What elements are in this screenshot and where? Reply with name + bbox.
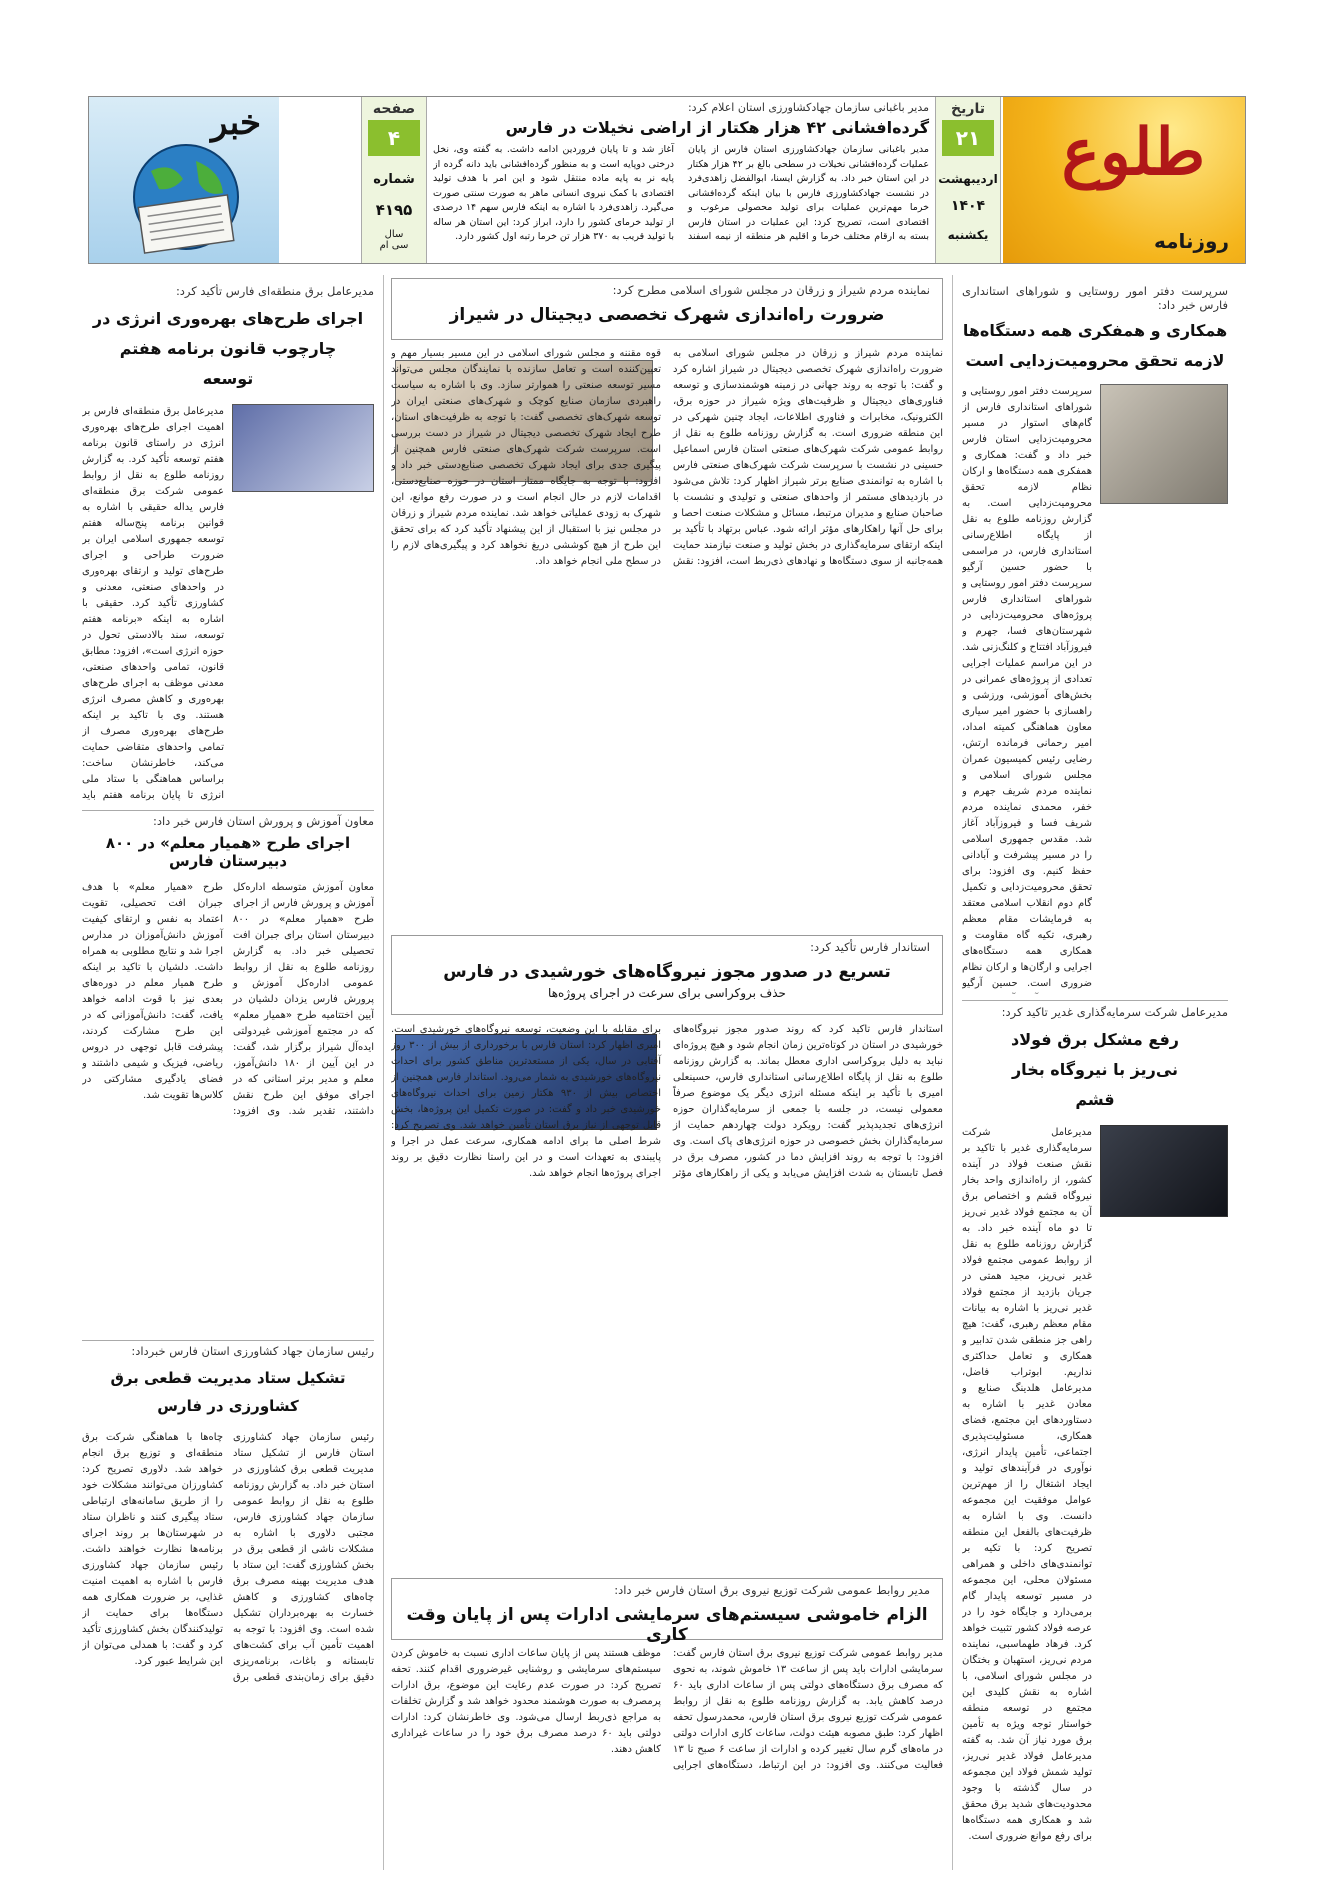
article-photo	[1100, 1125, 1228, 1217]
page-issue-block	[361, 97, 427, 263]
newspaper-logo	[1003, 97, 1245, 263]
date-month: اردیبهشت	[938, 172, 998, 186]
date-label: تاریخ	[951, 101, 985, 117]
date-weekday: یکشنبه	[947, 228, 989, 242]
article-kicker: مدیرعامل برق منطقه‌ای فارس تأکید کرد:	[175, 284, 374, 298]
article-body: معاون آموزش متوسطه اداره‌کل آموزش و پرورش فارس از اجرای طرح «همیار معلم» در ۸۰۰ دبیرستان استان برای جبران افت تحصیلی خبر داد. به گزارش روزنامه طلوع به نقل از روابط عمومی اداره‌کل آموزش و پرورش فارس یزدان دلشیان در آیین اختتامیه طرح «همیار معلم» که در مجتمع آموزشی غیردولتی ایده‌آل شیراز برگزار شد، گفت: در این آیین از ۱۸۰ دانش‌آموز، معلم و مدیر برتر استانی که در اجرای موفق این طرح نقش داشتند، تقدیر شد. وی افزود: طرح «همیار معلم» با هدف جبران افت تحصیلی، تقویت اعتماد به نفس و ارتقای کیفیت آموزش دانش‌آموزان در مدارس اجرا شد و نتایج مطلوبی به همراه داشت. دلشیان با تاکید بر اینکه طرح همیار معلم در دوره‌های بعدی نیز با قوت ادامه خواهد یافت، گفت: دانش‌آموزانی که در این طرح مشارکت کردند، پیشرفت قابل توجهی در دروس ریاضی، فیزیک و شیمی داشتند و فضای یادگیری مشارکتی در کلاس‌ها تقویت شد.	[82, 882, 374, 1117]
article-photo	[232, 404, 374, 492]
article-body: استاندار فارس تاکید کرد که روند صدور مجوز نیروگاه‌های خورشیدی در استان در کوتاه‌ترین زمان انجام شود و هیچ پروژه‌ای نباید به دلیل بروکراسی اداری معطل بماند. به گزارش روزنامه طلوع به نقل از پایگاه اطلاع‌رسانی استانداری فارس، حسینعلی امیری با تأکید بر اینکه مسئله انرژی دیگر یک موضوع صرفاً معمولی نیست، در جلسه با جمعی از سرمایه‌گذاران حوزه انرژی‌های تجدیدپذیر گفت: رویکرد دولت چهاردهم حمایت از سرمایه‌گذاران بخش خصوصی در حوزه انرژی‌های پاک است. وی افزود: با توجه به روند افزایش دما در کشور، مصرف برق در فصل تابستان به شدت افزایش می‌یابد و یکی از راهکارهای مؤثر برای مقابله با این وضعیت، توسعه نیروگاه‌های خورشیدی است. امیری اظهار کرد: استان فارس با برخورداری از بیش از ۳۰۰ روز آفتابی در سال، یکی از مستعدترین مناطق کشور برای احداث نیروگاه‌های خورشیدی به شمار می‌رود. استاندار فارس همچنین از اختصاص بیش از ۹۳۰ هکتار زمین برای احداث نیروگاه‌های خورشیدی خبر داد و گفت: در صورت تکمیل این پروژه‌ها، بخش قابل توجهی از نیاز برق استان تأمین خواهد شد. وی تصریح کرد: شرط اصلی ما برای ادامه همکاری، سرعت عمل در اجرا و پایبندی به تعهدات است و در این راستا نظارت دقیق بر روند اجرای پروژه‌ها انجام خواهد شد.	[391, 1024, 943, 1179]
top-story-headline: گرده‌افشانی ۴۲ هزار هکتار از اراضی نخیلات در فارس	[505, 118, 929, 137]
article-headline: تشکیل ستاد مدیریت قطعی برق کشاورزی در فارس	[110, 1369, 346, 1415]
section-divider	[962, 1000, 1228, 1001]
section-divider	[82, 1340, 374, 1341]
date-year: ۱۴۰۴	[950, 198, 986, 214]
article-center-3	[391, 1646, 943, 1864]
date-day: ۲۱	[942, 120, 994, 156]
article-right-2	[962, 1005, 1228, 1865]
section-title: خبر	[210, 103, 261, 143]
column-rule	[383, 275, 384, 1870]
article-kicker: معاون آموزش و پرورش استان فارس خبر داد:	[152, 814, 374, 828]
article-kicker: سرپرست دفتر امور روستایی و شوراهای استانداری فارس خبر داد:	[962, 284, 1228, 312]
article-body: رئیس سازمان جهاد کشاورزی استان فارس از تشکیل ستاد مدیریت قطعی برق کشاورزی در استان خبر داد. به گزارش روزنامه طلوع به نقل از روابط عمومی سازمان جهاد کشاورزی فارس، مجتبی دلاوری با اشاره به مشکلات ناشی از قطعی برق در بخش کشاورزی گفت: این ستاد با هدف مدیریت بهینه مصرف برق چاه‌های کشاورزی و کاهش خسارت به بهره‌برداران تشکیل شده است. وی افزود: با توجه به اهمیت تأمین آب برای کشت‌های تابستانه و باغات، برنامه‌ریزی دقیق برای زمان‌بندی قطعی برق چاه‌ها با هماهنگی شرکت برق منطقه‌ای و توزیع برق انجام خواهد شد. دلاوری تصریح کرد: کشاورزان می‌توانند مشکلات خود را از طریق سامانه‌های ارتباطی ستاد پیگیری کنند و ناظران ستاد در شهرستان‌ها بر روند اجرای برنامه‌ها نظارت خواهند داشت. رئیس سازمان جهاد کشاورزی فارس با اشاره به اهمیت امنیت غذایی، بر ضرورت همکاری همه دستگاه‌ها برای حمایت از تولیدکنندگان بخش کشاورزی تأکید کرد و گفت: با همدلی می‌توان از این شرایط عبور کرد.	[82, 1432, 374, 1683]
article-left-1	[82, 284, 374, 804]
issue-number: ۴۱۹۵	[375, 201, 413, 219]
masthead	[88, 96, 1246, 264]
globe-newspaper-icon	[111, 131, 261, 257]
article-body: مدیرعامل شرکت سرمایه‌گذاری غدیر با تاکید بر نقش صنعت فولاد در آینده کشور، از راه‌اندازی واحد بخار نیروگاه قشم و اختصاص برق آن به مجتمع فولاد غدیر نی‌ریز تا دو ماه آینده خبر داد. به گزارش روزنامه طلوع به نقل از روابط عمومی مجتمع فولاد غدیر نی‌ریز، مجید همتی در جریان بازدید از مجتمع فولاد غدیر نی‌ریز با اشاره به بیانات مقام معظم رهبری، گفت: هیچ راهی جز منطقی شدن تدابیر و همکاری و تعامل حداکثری نداریم. ابوتراب فاضل، مدیرعامل هلدینگ صنایع و معادن غدیر با اشاره به دستاوردهای این مجتمع، فضای همکاری، مسئولیت‌پذیری اجتماعی، تأمین پایدار انرژی، نوآوری در فرآیندهای تولید و ایجاد اشتغال را از مهم‌ترین عوامل موفقیت این مجموعه دانست. وی با اشاره به ظرفیت‌های بالفعل این منطقه تصریح کرد: با تکیه بر توانمندی‌های داخلی و همراهی مسئولان محلی، این مجموعه در مسیر توسعه پایدار گام برمی‌دارد و جایگاه خود را در عرصه فولاد کشور تثبیت خواهد کرد. فرهاد طهماسبی، نماینده مردم نی‌ریز، استهبان و بختگان در مجلس شورای اسلامی، با اشاره به نقش کلیدی این مجتمع در توسعه منطقه خواستار توجه ویژه به تأمین برق مورد نیاز آن شد. به گفته مدیرعامل فولاد غدیر نی‌ریز، تولید شمش فولاد این مجموعه در سال گذشته با وجود محدودیت‌های شدید برق محقق شد و همکاری همه دستگاه‌ها برای رفع موانع ضروری است.	[962, 1127, 1092, 1842]
article-kicker: استاندار فارس تأکید کرد:	[810, 940, 930, 954]
article-center-1	[391, 346, 943, 908]
date-block	[935, 97, 1001, 263]
article-photo	[1100, 384, 1228, 504]
article-headline: ضرورت راه‌اندازی شهرک تخصصی دیجیتال در شیراز	[449, 305, 885, 325]
article-right-1	[962, 284, 1228, 994]
article-headline: اجرای طرح‌های بهره‌وری انرژی در چارچوب قانون برنامه هفتم توسعه	[92, 309, 364, 388]
article-subheadline: حذف بروکراسی برای سرعت در اجرای پروژه‌ها	[548, 986, 786, 1000]
article-body: نماینده مردم شیراز و زرقان در مجلس شورای اسلامی به ضرورت راه‌اندازی شهرک تخصصی دیجیتال در شیراز اشاره کرد و گفت: با توجه به روند جهانی در زمینه هوشمندسازی و توسعه فناوری‌های دیجیتال و ظرفیت‌های ویژه شیراز در حوزه برق، الکترونیک، مخابرات و فناوری اطلاعات، ایجاد چنین شهرکی در این منطقه ضروری است. به گزارش روزنامه طلوع به نقل از روابط عمومی شرکت شهرک‌های صنعتی استان فارس اسماعیل حسینی در نشست با سرپرست شرکت شهرک‌های صنعتی فارس با اشاره به توانمندی صنایع برتر شیراز اظهار کرد: تلاش می‌شود در بازدیدهای مستمر از واحدهای صنعتی و تولیدی و نشست با صاحبان صنایع و مدیران مرتبط، مسائل و مشکلات صنعت احصا و برای حل آنها راهکارهای مؤثر ارائه شود. عباس برتهاد با تأکید بر اینکه ارتقای سرمایه‌گذاری در بخش تولید و صنعت نیازمند حمایت همه‌جانبه از سوی دستگاه‌ها و نهادهای ذی‌ربط است، افزود: نقش قوه مقننه و مجلس شورای اسلامی در این مسیر بسیار مهم و تعیین‌کننده است و تعامل سازنده با نمایندگان مجلس می‌تواند مسیر توسعه صنعتی را هموارتر سازد. وی با اشاره به سیاست راهبردی سازمان صنایع کوچک و شهرک‌های صنعتی ایران در توسعه شهرک‌های تخصصی گفت: با توجه به ظرفیت‌های استان، طرح ایجاد شهرک تخصصی دیجیتال در شیراز در دست بررسی است. سرپرست شرکت شهرک‌های صنعتی فارس همچنین از پیگیری جدی برای ایجاد شهرک تخصصی صنایع‌دستی خبر داد و افزود: با توجه به جایگاه ممتاز استان در حوزه صنایع‌دستی، اقدامات لازم در حال انجام است و در صورت رفع موانع، این شهرک به زودی عملیاتی خواهد شد. نماینده مردم شیراز و زرقان در مجلس نیز با استقبال از این پیشنهاد تأکید کرد که برای تحقق این طرح از هیچ کوششی دریغ نخواهد کرد و پیگیری‌های لازم را در سطح ملی انجام خواهد داد.	[391, 348, 943, 567]
logo-subtitle: روزنامه	[1154, 229, 1229, 253]
article-headline: همکاری و همفکری همه دستگاه‌ها لازمه تحقق محرومیت‌زدایی است	[962, 321, 1228, 370]
year-label: سال	[384, 229, 404, 240]
article-headline: الزام خاموشی سیستم‌های سرمایشی ادارات پس از پایان وقت کاری	[406, 1605, 928, 1645]
article-kicker: رئیس سازمان جهاد کشاورزی استان فارس خبرداد:	[131, 1344, 374, 1358]
article-kicker: نماینده مردم شیراز و زرقان در مجلس شورای اسلامی مطرح کرد:	[612, 283, 930, 297]
top-story-kicker: مدیر باغبانی سازمان جهادکشاورزی استان اعلام کرد:	[687, 101, 929, 114]
article-center-3-header	[391, 1578, 943, 1645]
article-body: مدیر روابط عمومی شرکت توزیع نیروی برق استان فارس گفت: سرمایشی ادارات باید پس از ساعت ۱۳ خاموش شوند، به نحوی که مصرف برق دستگاه‌های دولتی پس از ساعات اداری باید ۶۰ درصد کاهش یابد. به گزارش روزنامه طلوع به نقل از روابط عمومی شرکت توزیع نیروی برق استان فارس، محمدرسول تحفه اظهار کرد: طبق مصوبه هیئت دولت، ساعات کاری ادارات دولتی در ماه‌های گرم سال تغییر کرده و ادارات از ساعت ۶ صبح تا ۱۳ فعالیت می‌کنند. وی افزود: در این ارتباط، دستگاه‌های اجرایی موظف هستند پس از پایان ساعات اداری نسبت به خاموش کردن سیستم‌های سرمایشی و روشنایی غیرضروری اقدام کنند. تحفه تصریح کرد: در صورت عدم رعایت این موضوع، برق ادارات پرمصرف به صورت هوشمند محدود خواهد شد و گزارش تخلفات به مراجع ذی‌ربط ارسال می‌شود. وی خاطرنشان کرد: ادارات دولتی باید ۶۰ درصد مصرف برق خود را در ساعات غیراداری کاهش دهند.	[391, 1648, 943, 1771]
article-kicker: مدیرعامل شرکت سرمایه‌گذاری غدیر تاکید کرد:	[1001, 1005, 1228, 1019]
top-story-body: مدیر باغبانی سازمان جهادکشاورزی استان فارس از پایان عملیات گرده‌افشانی نخیلات در سطحی بالغ بر ۴۲ هزار هکتار در این استان خبر داد. به گزارش ایسنا، ابوالفضل زاهدی‌فرد در نشست جهادکشاورزی فارس با بیان اینکه گرده‌افشانی خرما مهم‌ترین عملیات برای تولید محصولی مرغوب و اقتصادی است، تصریح کرد: این عملیات در استان فارس بسته به ارقام مختلف خرما و اقلیم هر منطقه از نیمه اسفند آغاز شد و تا پایان فروردین ادامه داشت. به گفته وی، نخل درختی دوپایه است و به منظور گرده‌افشانی باید دانه گرده از پایه نر به پایه ماده منتقل شود و این امر با هدف تولید اقتصادی با کمک نیروی انسانی ماهر به صورت سنتی صورت می‌گیرد. زاهدی‌فرد با اشاره به اینکه فارس سهم ۱۴ درصدی از تولید خرمای کشور را دارد، ابراز کرد: این استان هر ساله با تولید قریب به ۳۷۰ هزار تن خرما رتبه اول کشور دارد.	[433, 144, 929, 242]
article-headline: اجرای طرح «همیار معلم» در ۸۰۰ دبیرستان فارس	[105, 834, 351, 870]
article-kicker: مدیر روابط عمومی شرکت توزیع نیروی برق استان فارس خبر داد:	[614, 1583, 930, 1597]
article-left-3	[82, 1344, 374, 1866]
article-body: مدیرعامل برق منطقه‌ای فارس بر اهمیت اجرای طرح‌های بهره‌وری انرژی در راستای قانون برنامه هفتم توسعه تأکید کرد. به گزارش روزنامه طلوع به نقل از روابط عمومی شرکت برق منطقه‌ای فارس یداله حقیقی با اشاره به قوانین برنامه پنج‌ساله هفتم توسعه جمهوری اسلامی ایران بر ضرورت طراحی و اجرای طرح‌های تولید و ارتقای بهره‌وری در واحدهای صنعتی، معدنی و کشاورزی تأکید کرد. حقیقی با اشاره به اینکه «برنامه هفتم توسعه، سند بالادستی تحول در حوزه انرژی است»، افزود: مطابق قانون، تمامی واحدهای صنعتی، معدنی موظف به اجرای طرح‌های بهره‌وری و کاهش مصرف انرژی هستند. وی با تاکید بر اینکه طرح‌های بهره‌وری مصرف از تمامی واحدهای متقاضی حمایت می‌کند، خاطرنشان ساخت: براساس هماهنگی با ستاد ملی انرژی تا پایان برنامه هفتم باید	[82, 406, 224, 801]
column-rule	[952, 275, 953, 1870]
logo-wordmark: طلوع	[1061, 115, 1205, 190]
article-headline: تسریع در صدور مجوز نیروگاه‌های خورشیدی در فارس	[443, 962, 891, 982]
page-label: صفحه	[372, 101, 416, 117]
issue-label: شماره	[373, 172, 415, 187]
article-center-1-header	[391, 278, 943, 340]
article-headline: رفع مشکل برق فولاد نی‌ریز با نیروگاه بخار قشم	[1011, 1030, 1179, 1109]
article-center-2-header	[391, 935, 943, 1015]
article-center-2	[391, 1022, 943, 1572]
section-divider	[82, 810, 374, 811]
year-value: سی ام	[379, 240, 409, 251]
article-body: سرپرست دفتر امور روستایی و شوراهای استانداری فارس از گام‌های استوار در مسیر محرومیت‌زدایی استان فارس خبر داد و گفت: همکاری و همفکری همه دستگاه‌ها و ارکان نظام لازمه تحقق محرومیت‌زدایی است. به گزارش روزنامه طلوع به نقل از پایگاه اطلاع‌رسانی استانداری فارس، در مراسمی با حضور حسین آرگیو سرپرست دفتر امور روستایی و شوراهای استانداری فارس پروژه‌های محرومیت‌زدایی در شهرستان‌های فسا، جهرم و فیروزآباد افتتاح و کلنگ‌زنی شد. در این مراسم عملیات اجرایی تعدادی از پروژه‌های عمرانی در بخش‌های آموزشی، ورزشی و راهسازی با حضور امیر سیاری معاون هماهنگی کمیته امداد، امیر رحمانی فرمانده ارتش، رضایی رئیس کمیسیون عمران مجلس شورای اسلامی و نماینده مردم شریف جهرم و خفر، محمدی نماینده مردم شریف فسا و فیروزآباد آغاز شد. مقدس جمهوری اسلامی را در مسیر پیشرفت و آبادانی حفظ کنیم. وی افزود: برای تحقق محرومیت‌زدایی و تکمیل گام دوم انقلاب اسلامی معتقد به فرمایشات مقام معظم رهبری، تکیه گاه مقاومت و همکاری همه دستگاه‌های اجرایی و ارگان‌ها و ارکان نظام ضروری است. حسین آرگیو	[962, 386, 1092, 989]
article-left-2	[82, 814, 374, 1336]
section-badge	[89, 97, 279, 263]
top-story	[433, 101, 929, 259]
page-number: ۴	[368, 120, 420, 156]
